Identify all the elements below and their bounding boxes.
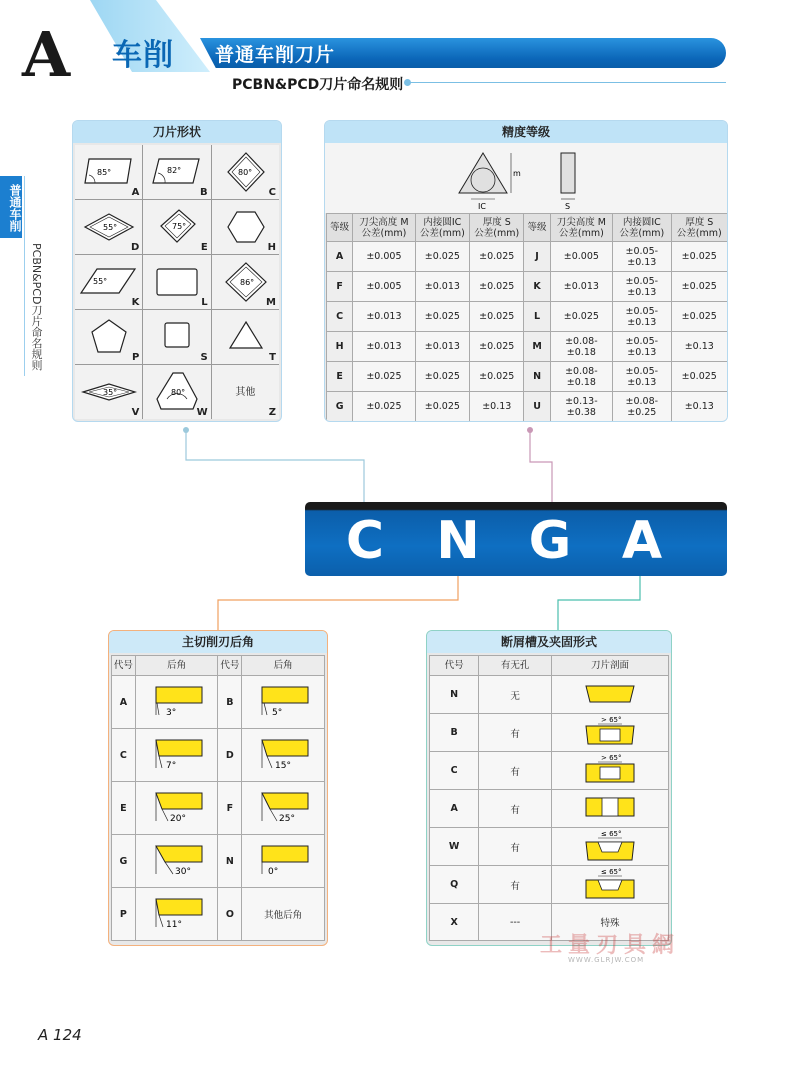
section-cell — [551, 676, 668, 714]
s-cell: ±0.025 — [671, 302, 727, 332]
svg-text:> 65°: > 65° — [600, 716, 622, 724]
m-cell: ±0.013 — [353, 302, 415, 332]
connector-dot — [183, 427, 189, 433]
s-cell: ±0.025 — [470, 272, 524, 302]
col-code-2: 代号 — [218, 656, 242, 676]
s-cell: ±0.025 — [470, 362, 524, 392]
insert-clearance-icon — [142, 893, 212, 933]
col-s-2: 厚度 S 公差(mm) — [671, 214, 727, 242]
connector-precision — [530, 432, 552, 502]
code-cell: Q — [430, 866, 479, 904]
table-row — [112, 676, 325, 729]
shape-code: D — [131, 242, 140, 253]
section-cell — [551, 866, 668, 904]
code-cell: N — [218, 835, 242, 888]
ic-cell: ±0.025 — [415, 302, 469, 332]
code-cell: X — [430, 904, 479, 941]
shape-angle-text: 80° — [171, 388, 186, 397]
code-cell: C — [112, 729, 136, 782]
table-header-row — [112, 656, 325, 676]
col-hole: 有无孔 — [479, 656, 552, 676]
insert-clearance-icon — [142, 787, 212, 827]
code-cell: W — [430, 828, 479, 866]
insert-clearance-icon — [248, 681, 318, 721]
m-cell: ±0.025 — [353, 392, 415, 422]
code-letter-breaker[interactable]: A — [621, 511, 663, 571]
code-cell: B — [218, 676, 242, 729]
table-row — [430, 752, 669, 790]
code-cell: G — [112, 835, 136, 888]
shape-angle-text: 86° — [239, 278, 254, 287]
connector-dot — [527, 427, 533, 433]
hole-cell: 有 — [479, 714, 552, 752]
grade-cell: E — [327, 362, 353, 392]
clearance-5-cell — [242, 676, 325, 729]
m-cell: ±0.013 — [550, 272, 612, 302]
svg-text:11°: 11° — [165, 919, 182, 930]
code-cell: C — [430, 752, 479, 790]
svg-text:≤ 65°: ≤ 65° — [600, 868, 622, 876]
clearance-table — [111, 655, 325, 941]
grade-cell: F — [327, 272, 353, 302]
insert-clearance-icon — [142, 681, 212, 721]
s-cell: ±0.13 — [470, 392, 524, 422]
shape-other-label: 其他 — [235, 387, 256, 398]
watermark-url: WWW.GLRJW.COM — [568, 956, 645, 964]
col-angle-2: 后角 — [242, 656, 325, 676]
hole-cell: 有 — [479, 828, 552, 866]
s-cell: ±0.025 — [470, 242, 524, 272]
ic-cell: ±0.05-±0.13 — [613, 242, 671, 272]
shape-code: L — [201, 297, 208, 308]
insert-section-hole-icon — [552, 866, 668, 900]
m-cell: ±0.005 — [550, 242, 612, 272]
shape-code: V — [131, 407, 140, 418]
ic-cell: ±0.08-±0.25 — [613, 392, 671, 422]
grade-cell: U — [524, 392, 550, 422]
grade-cell: N — [524, 362, 550, 392]
section-cell — [551, 714, 668, 752]
clearance-7-cell — [135, 729, 218, 782]
insert-section-hole-icon — [552, 828, 668, 862]
connector-clearance — [218, 576, 458, 630]
s-cell: ±0.025 — [470, 332, 524, 362]
s-cell: ±0.025 — [671, 272, 727, 302]
col-code: 代号 — [430, 656, 479, 676]
shape-angle-text: 82° — [167, 166, 182, 175]
grade-cell: A — [327, 242, 353, 272]
shape-angle-text: 85° — [97, 168, 112, 177]
clearance-0-cell — [242, 835, 325, 888]
code-letter-shape[interactable]: C — [345, 511, 385, 571]
insert-section-hole-icon — [552, 752, 668, 786]
col-grade-2: 等级 — [524, 214, 550, 242]
col-grade: 等级 — [327, 214, 353, 242]
ic-cell: ±0.025 — [415, 362, 469, 392]
clearance-30-cell — [135, 835, 218, 888]
shape-code: B — [200, 187, 208, 198]
m-cell: ±0.005 — [353, 272, 415, 302]
insert-section-hole-icon — [552, 714, 668, 748]
special-cell: 特殊 — [551, 904, 668, 941]
grade-cell: C — [327, 302, 353, 332]
s-cell: ±0.025 — [470, 302, 524, 332]
clearance-panel-title: 主切削刃后角 — [109, 631, 327, 653]
m-cell: ±0.025 — [550, 302, 612, 332]
code-cell: B — [430, 714, 479, 752]
fig-ic-label: IC — [478, 202, 486, 211]
col-s: 厚度 S 公差(mm) — [470, 214, 524, 242]
table-row — [112, 835, 325, 888]
col-angle: 后角 — [135, 656, 218, 676]
m-cell: ±0.013 — [353, 332, 415, 362]
code-cell: E — [112, 782, 136, 835]
side-tab[interactable]: 普通车削 — [0, 176, 22, 238]
section-cell — [551, 790, 668, 828]
page-subtitle: PCBN&PCD刀片命名规则 — [232, 77, 404, 93]
ic-cell: ±0.025 — [415, 392, 469, 422]
col-code: 代号 — [112, 656, 136, 676]
grade-cell: L — [524, 302, 550, 332]
m-cell: ±0.025 — [353, 362, 415, 392]
side-caption: PCBN&PCD刀片命名规则 — [30, 243, 43, 371]
clearance-3-cell — [135, 676, 218, 729]
col-ic: 内接圆IC 公差(mm) — [415, 214, 469, 242]
section-cell — [551, 828, 668, 866]
svg-text:5°: 5° — [272, 707, 283, 718]
ic-cell: ±0.013 — [415, 332, 469, 362]
table-row — [430, 828, 669, 866]
grade-cell: K — [524, 272, 550, 302]
hole-cell: 有 — [479, 866, 552, 904]
code-cell: A — [430, 790, 479, 828]
breaker-panel-title: 断屑槽及夹固形式 — [427, 631, 671, 653]
shape-panel-title: 刀片形状 — [73, 121, 281, 143]
shape-code: S — [200, 352, 208, 363]
breaker-panel — [426, 630, 672, 946]
shape-code: A — [131, 187, 140, 198]
insert-clearance-icon — [248, 787, 318, 827]
table-header-row — [430, 656, 669, 676]
m-cell: ±0.08-±0.18 — [550, 362, 612, 392]
clearance-25-cell — [242, 782, 325, 835]
shape-angle-text: 55° — [103, 223, 118, 232]
category-label: 车削 — [112, 38, 174, 73]
shape-code: C — [268, 187, 276, 198]
m-cell: ±0.005 — [353, 242, 415, 272]
s-cell: ±0.025 — [671, 362, 727, 392]
shape-angle-text: 55° — [93, 277, 108, 286]
svg-text:≤ 65°: ≤ 65° — [600, 830, 622, 838]
fig-m-label: m — [513, 169, 521, 178]
insert-section-hole-icon — [552, 790, 668, 824]
watermark: 工量刃具網 — [540, 933, 681, 958]
shape-code: P — [131, 352, 140, 363]
table-row — [430, 790, 669, 828]
clearance-20-cell — [135, 782, 218, 835]
code-cell: P — [112, 888, 136, 941]
section-letter: A — [22, 18, 71, 91]
shape-code: H — [267, 242, 276, 253]
grade-cell: H — [327, 332, 353, 362]
shape-angle-text: 75° — [172, 222, 187, 231]
col-ic-2: 内接圆IC 公差(mm) — [613, 214, 671, 242]
svg-text:20°: 20° — [169, 813, 186, 824]
connector-breaker — [558, 576, 640, 630]
shape-code: W — [196, 407, 208, 418]
other-angle-cell: 其他后角 — [242, 888, 325, 941]
m-cell: ±0.08-±0.18 — [550, 332, 612, 362]
code-cell: F — [218, 782, 242, 835]
insert-section-plain-icon — [552, 676, 668, 710]
code-cell: D — [218, 729, 242, 782]
ic-cell: ±0.05-±0.13 — [613, 362, 671, 392]
shape-code: E — [200, 242, 208, 253]
table-row — [430, 866, 669, 904]
clearance-panel — [108, 630, 328, 946]
shape-code: M — [266, 297, 276, 308]
table-row — [430, 714, 669, 752]
insert-clearance-icon — [142, 840, 212, 880]
grade-cell: G — [327, 392, 353, 422]
svg-text:0°: 0° — [268, 866, 279, 877]
shape-code: K — [131, 297, 140, 308]
ic-cell: ±0.05-±0.13 — [613, 272, 671, 302]
page-number: A 124 — [38, 1026, 82, 1044]
svg-text:25°: 25° — [279, 813, 296, 824]
clearance-15-cell — [242, 729, 325, 782]
svg-text:7°: 7° — [165, 760, 176, 771]
clearance-11-cell — [135, 888, 218, 941]
grade-cell: M — [524, 332, 550, 362]
hole-cell: 无 — [479, 676, 552, 714]
fig-s-label: S — [565, 202, 571, 211]
hole-cell: --- — [479, 904, 552, 941]
page-title: 普通车削刀片 — [215, 44, 336, 66]
code-letter-precision[interactable]: G — [528, 511, 572, 571]
breaker-table — [429, 655, 669, 941]
code-cell: O — [218, 888, 242, 941]
table-row — [112, 888, 325, 941]
table-row — [430, 676, 669, 714]
shape-angle-text: 80° — [237, 168, 252, 177]
insert-clearance-icon — [248, 734, 318, 774]
table-row — [112, 729, 325, 782]
shape-angle-text: 35° — [103, 388, 118, 397]
ic-cell: ±0.025 — [415, 242, 469, 272]
grade-cell: J — [524, 242, 550, 272]
code-cell: A — [112, 676, 136, 729]
svg-text:15°: 15° — [275, 760, 292, 771]
svg-text:3°: 3° — [165, 707, 176, 718]
ic-cell: ±0.013 — [415, 272, 469, 302]
col-m: 刀尖高度 M 公差(mm) — [353, 214, 415, 242]
ic-cell: ±0.05-±0.13 — [613, 302, 671, 332]
shape-code: T — [269, 352, 276, 363]
code-letter-clearance[interactable]: N — [436, 511, 480, 571]
table-row — [112, 782, 325, 835]
hole-cell: 有 — [479, 790, 552, 828]
precision-panel-title: 精度等级 — [325, 121, 727, 143]
code-cell: N — [430, 676, 479, 714]
ic-cell: ±0.05-±0.13 — [613, 332, 671, 362]
svg-text:> 65°: > 65° — [600, 754, 622, 762]
s-cell: ±0.025 — [671, 242, 727, 272]
col-m-2: 刀尖高度 M 公差(mm) — [550, 214, 612, 242]
shape-code: Z — [268, 407, 276, 418]
insert-clearance-icon — [248, 840, 318, 880]
m-cell: ±0.13-±0.38 — [550, 392, 612, 422]
section-cell — [551, 752, 668, 790]
s-cell: ±0.13 — [671, 332, 727, 362]
col-section: 刀片剖面 — [551, 656, 668, 676]
hole-cell: 有 — [479, 752, 552, 790]
insert-clearance-icon — [142, 734, 212, 774]
svg-text:30°: 30° — [174, 866, 191, 877]
connector-shape — [186, 432, 364, 502]
s-cell: ±0.13 — [671, 392, 727, 422]
